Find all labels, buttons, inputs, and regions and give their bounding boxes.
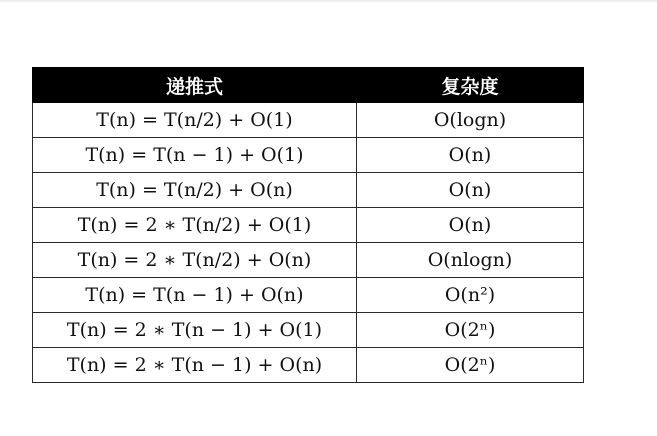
complexity-cell: O(n): [357, 173, 584, 208]
table-row: [33, 243, 584, 278]
complexity-cell: O(2ⁿ): [357, 313, 584, 348]
recurrence-cell: T(n) = T(n/2) + O(1): [33, 103, 357, 138]
complexity-cell: O(n): [357, 138, 584, 173]
recurrence-cell: T(n) = T(n − 1) + O(n): [33, 278, 357, 313]
recurrence-cell: T(n) = T(n − 1) + O(1): [33, 138, 357, 173]
recurrence-cell: T(n) = 2 ∗ T(n − 1) + O(n): [33, 348, 357, 383]
recurrence-cell: T(n) = 2 ∗ T(n/2) + O(1): [33, 208, 357, 243]
recurrence-cell: T(n) = 2 ∗ T(n/2) + O(n): [33, 243, 357, 278]
table-row: [33, 278, 584, 313]
table-header-row: [33, 68, 584, 103]
header-complexity: 复杂度: [357, 68, 584, 103]
table-row: [33, 208, 584, 243]
recurrence-cell: T(n) = 2 ∗ T(n − 1) + O(1): [33, 313, 357, 348]
table-row: [33, 138, 584, 173]
complexity-cell: O(nlogn): [357, 243, 584, 278]
top-edge: [0, 0, 657, 3]
recurrence-cell: T(n) = T(n/2) + O(n): [33, 173, 357, 208]
complexity-cell: O(logn): [357, 103, 584, 138]
complexity-cell: O(2ⁿ): [357, 348, 584, 383]
table-row: [33, 348, 584, 383]
recurrence-complexity-table: [32, 67, 584, 383]
table-row: [33, 313, 584, 348]
table-row: [33, 103, 584, 138]
header-recurrence: 递推式: [33, 68, 357, 103]
complexity-cell: O(n²): [357, 278, 584, 313]
complexity-cell: O(n): [357, 208, 584, 243]
table-row: [33, 173, 584, 208]
